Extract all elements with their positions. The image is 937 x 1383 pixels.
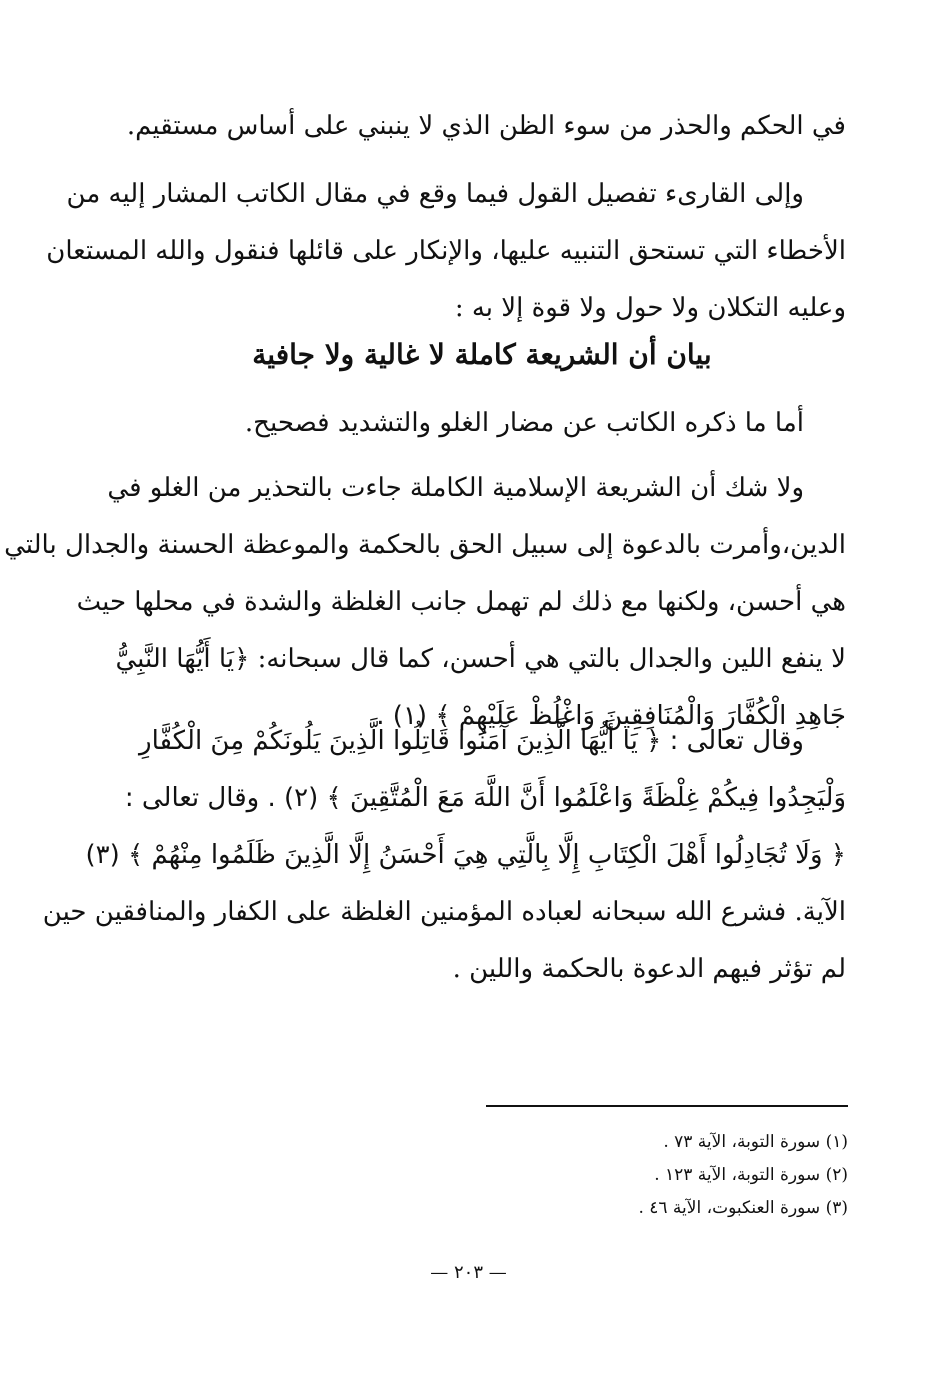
quran-verse-line: وَلْيَجِدُوا فِيكُمْ غِلْظَةً وَاعْلَمُوا أَنَّ اللَّهَ مَعَ الْمُتَّقِينَ ﴾ (٢) . وقال تعالى : [124,783,846,813]
footnote-divider [486,1105,848,1107]
text-line: الأخطاء التي تستحق التنبيه عليها، والإنكار على قائلها فنقول والله المستعان [46,236,846,266]
text-line: الآية. فشرع الله سبحانه لعباده المؤمنين الغلظة على الكفار والمنافقين حين [42,897,846,927]
text-line: أما ما ذكره الكاتب عن مضار الغلو والتشديد فصحيح. [244,408,804,438]
text-line: وإلى القارىء تفصيل القول فيما وقع في مقال الكاتب المشار إليه من [66,179,804,209]
footnotes [486,1126,848,1225]
text-line: لا ينفع اللين والجدال بالتي هي أحسن، كما قال سبحانه: ﴿يَا أَيُّهَا النَّبِيُّ [115,644,846,674]
text-line: هي أحسن، ولكنها مع ذلك لم تهمل جانب الغلظة والشدة في محلها حيث [76,587,846,617]
text-line: وعليه التكلان ولا حول ولا قوة إلا به : [454,293,846,323]
paragraph-5 [42,713,846,998]
quran-verse-line: ﴿ وَلَا تُجَادِلُوا أَهْلَ الْكِتَابِ إِلَّا بِالَّتِي هِيَ أَحْسَنُ إِلَّا الَّذِينَ ظَلَمُوا مِنْهُمْ ﴾ (٣) [85,840,846,870]
text-line: لم تؤثر فيهم الدعوة بالحكمة واللين . [452,954,846,984]
footnote-2: (٢) سورة التوبة، الآية ١٢٣ . [654,1165,848,1185]
page-number: — ٢٠٣ — [430,1262,507,1283]
quran-verse-line: وقال تعالى : ﴿ يَا أَيُّهَا الَّذِينَ آمَنُوا قَاتِلُوا الَّذِينَ يَلُونَكُمْ مِنَ الْكُفَّارِ [139,726,804,756]
paragraph-2 [46,166,846,337]
quran-verse-line: جَاهِدِ الْكُفَّارَ وَالْمُنَافِقِينَ وَاغْلُظْ عَلَيْهِمْ ﴾ (١) . [376,701,846,731]
section-heading: بيان أن الشريعة كاملة لا غالية ولا جافية [252,338,712,371]
footnote-3: (٣) سورة العنكبوت، الآية ٤٦ . [638,1198,848,1218]
text-line: ولا شك أن الشريعة الإسلامية الكاملة جاءت بالتحذير من الغلو في [107,473,804,503]
paragraph-1 [118,98,846,155]
text-line: في الحكم والحذر من سوء الظن الذي لا ينبني على أساس مستقيم. [126,111,846,141]
paragraph-3 [118,395,846,452]
text-line: الدين،وأمرت بالدعوة إلى سبيل الحق بالحكمة والموعظة الحسنة والجدال بالتي [4,530,846,560]
paragraph-4 [4,460,846,745]
footnote-1: (١) سورة التوبة، الآية ٧٣ . [663,1132,848,1152]
